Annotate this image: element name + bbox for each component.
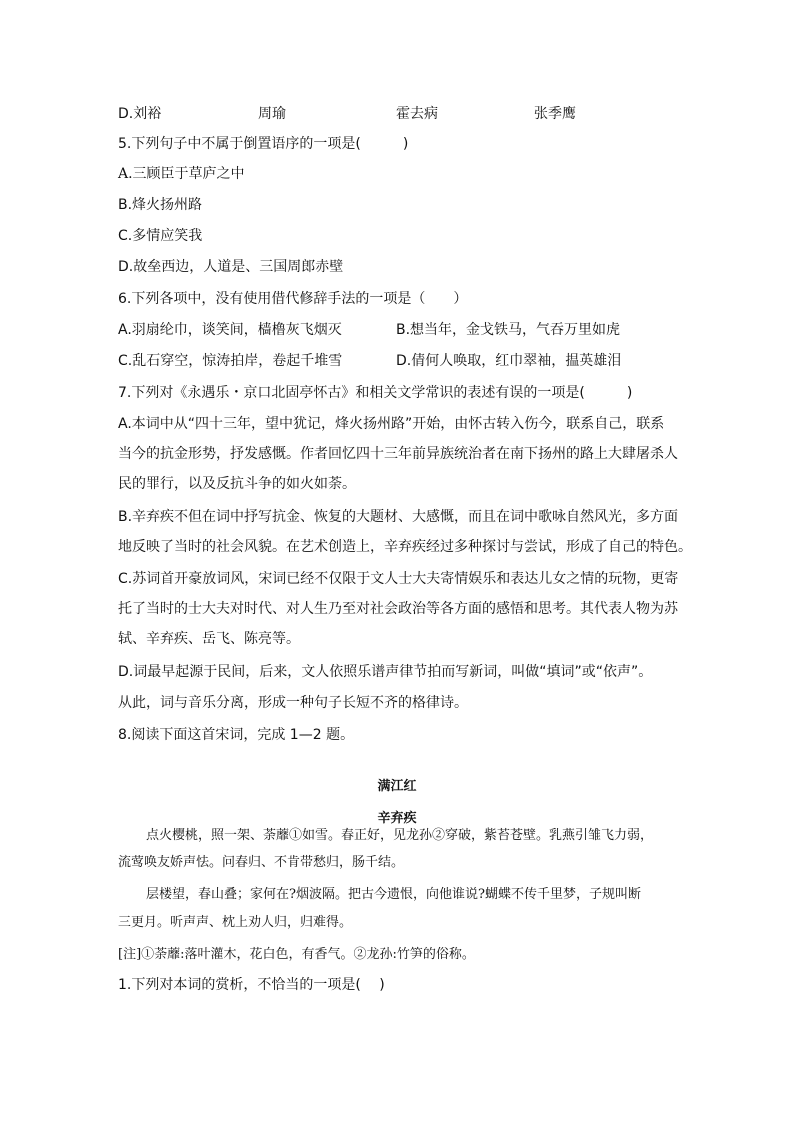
q7-option-a-line2: 当今的抗金形势，抒发感慨。作者回忆四十三年前异族统治者在南下扬州的路上大肆屠杀人 (118, 446, 678, 462)
q5-option-d: D.故垒西边，人道是、三国周郎赤壁 (118, 259, 344, 275)
q7-option-b-line1: B.辛弃疾不但在词中抒写抗金、恢复的大题材、大感慨，而且在词中歌咏自然风光，多方面 (118, 509, 679, 525)
q7-option-d-line1: D.词最早起源于民间，后来，文人依照乐谱声律节拍而写新词，叫做“填词”或“依声”。 (118, 664, 653, 680)
q6-stem: 6.下列各项中，没有使用借代修辞手法的一项是（ ） (118, 291, 468, 307)
poem-line-4: 三更月。听声声、枕上劝人归，归难得。 (118, 915, 353, 930)
q8-stem: 8.阅读下面这首宋词，完成 1—2 题。 (118, 727, 355, 743)
q6-option-c: C.乱石穿空，惊涛拍岸，卷起千堆雪 (118, 353, 343, 369)
q4-option-d-col3: 霍去病 (396, 106, 438, 122)
poem-line-1: 点火樱桃，照一架、荼蘼①如雪。春正好，见龙孙②穿破，紫苔苍壁。乳燕引雏飞力弱， (146, 828, 654, 843)
poem-author: 辛弃疾 (377, 811, 417, 826)
poem-note: [注]①荼蘼:落叶灌木，花白色，有香气。②龙孙:竹笋的俗称。 (118, 947, 475, 962)
q5-option-c: C.多情应笑我 (118, 228, 203, 244)
q7-option-a-line1: A.本词中从“四十三年，望中犹记，烽火扬州路”开始，由怀古转入伤今，联系自己，联系 (118, 416, 665, 432)
q6-option-d: D.倩何人唤取，红巾翠袖，揾英雄泪 (396, 353, 622, 369)
q7-option-c-line3: 轼、辛弃疾、岳飞、陈亮等。 (118, 631, 300, 647)
q7-stem: 7.下列对《永遇乐・京口北固亭怀古》和相关文学常识的表述有误的一项是( ) (118, 385, 633, 401)
q4-option-d-col4: 张季鹰 (534, 106, 576, 122)
q8-sub-question-1: 1.下列对本词的赏析，不恰当的一项是( ) (118, 977, 385, 993)
q7-option-c-line2: 托了当时的士大夫对时代、对人生乃至对社会政治等各方面的感悟和思考。其代表人物为苏 (118, 601, 678, 617)
q4-option-d: D.刘裕 (118, 106, 162, 122)
q4-option-d-col2: 周瑜 (258, 106, 286, 122)
q5-option-b: B.烽火扬州路 (118, 197, 203, 213)
q7-option-c-line1: C.苏词首开豪放词风，宋词已经不仅限于文人士大夫寄情娱乐和表达儿女之情的玩物，更寄 (118, 571, 679, 587)
poem-line-2: 流莺唤友娇声怯。问春归、不肯带愁归，肠千结。 (118, 855, 405, 870)
q7-option-a-line3: 民的罪行，以及反抗斗争的如火如荼。 (118, 476, 356, 492)
poem-title: 满江红 (377, 779, 417, 794)
q6-option-b: B.想当年，金戈铁马，气吞万里如虎 (396, 322, 621, 338)
q6-option-a: A.羽扇纶巾，谈笑间，樯橹灰飞烟灭 (118, 322, 342, 338)
q7-option-d-line2: 从此，词与音乐分离，形成一种句子长短不齐的格律诗。 (118, 695, 468, 711)
q7-option-b-line2: 地反映了当时的社会风貌。在艺术创造上，辛弃疾经过多种探讨与尝试，形成了自己的特色。 (118, 539, 692, 555)
q5-stem: 5.下列句子中不属于倒置语序的一项是( ) (118, 136, 409, 152)
q5-option-a: A.三顾臣于草庐之中 (118, 166, 245, 182)
poem-line-3: 层楼望，春山叠；家何在?烟波隔。把古今遗恨，向他谁说?蝴蝶不传千里梦，子规叫断 (146, 887, 641, 902)
